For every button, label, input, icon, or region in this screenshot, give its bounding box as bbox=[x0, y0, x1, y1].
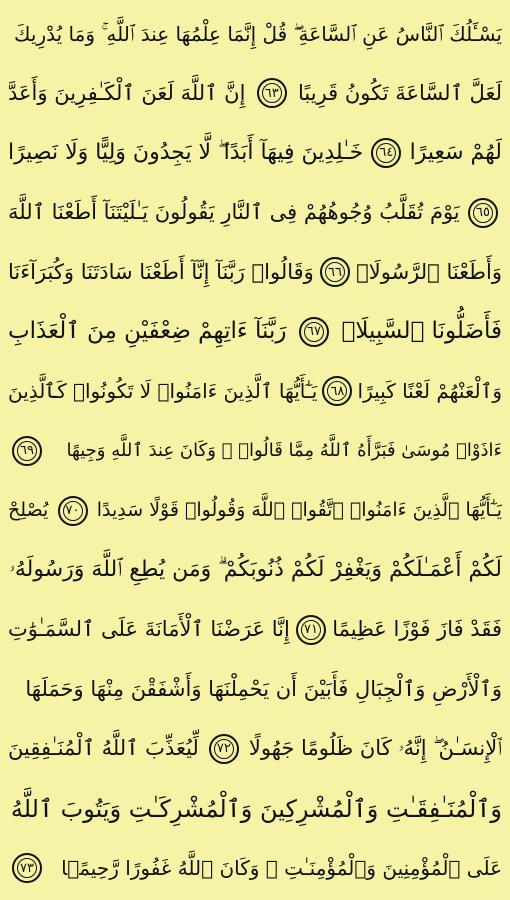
ayah-number-marker: ٧٣ bbox=[12, 853, 42, 883]
verse-text: يَـٰٓأَيُّهَا ٱلَّذِينَ ءَامَنُوا۟ ٱتَّقُوا۟ ٱللَّهَ وَقُولُوا۟ قَوْلًا سَدِيدًا bbox=[96, 499, 502, 522]
ayah-number-marker: ٦٥ bbox=[468, 198, 498, 228]
verse-text: لَهُمْ سَعِيرًا bbox=[409, 139, 502, 165]
verse-line-2 bbox=[8, 64, 502, 124]
verse-line-15 bbox=[8, 838, 502, 898]
verse-text: وَأَطَعْنَا ٱلرَّسُولَا۠ bbox=[356, 259, 502, 284]
verse-text: لَعَلَّ ٱلسَّاعَةَ تَكُونُ قَرِيبًا bbox=[297, 80, 502, 105]
verse-line-1 bbox=[8, 4, 502, 64]
verse-text: يُصْلِحْ bbox=[8, 499, 49, 522]
verse-line-10 bbox=[8, 540, 502, 600]
verse-line-14 bbox=[8, 779, 502, 839]
verse-text: لِّيُعَذِّبَ ٱللَّهُ ٱلْمُنَـٰفِقِينَ bbox=[8, 736, 199, 761]
verse-text: إِنَّ ٱللَّهَ لَعَنَ ٱلْكَـٰفِرِينَ وَأَعَدَّ bbox=[8, 80, 246, 105]
verse-text: وَٱلْمُنَـٰفِقَـٰتِ وَٱلْمُشْرِكِينَ وَٱلْمُشْرِكَـٰتِ وَيَتُوبَ ٱللَّهُ bbox=[10, 794, 502, 823]
verse-text: وَٱلْعَنْهُمْ لَعْنًا كَبِيرًا bbox=[357, 379, 502, 404]
ayah-number-marker: ٦٤ bbox=[371, 138, 401, 168]
verse-line-4 bbox=[8, 183, 502, 243]
verse-text: خَـٰلِدِينَ فِيهَآ أَبَدًا ۖ لَّا يَجِدُونَ وَلِيًّا وَلَا نَصِيرًا bbox=[8, 139, 364, 165]
verse-text: رَبَّنَآ ءَاتِهِمْ ضِعْفَيْنِ مِنَ ٱلْعَذَابِ bbox=[8, 318, 287, 345]
verse-line-8 bbox=[8, 421, 502, 481]
verse-text: ٱلْإِنسَـٰنُ ۖ إِنَّهُۥ كَانَ ظَلُومًا جَهُولًا bbox=[248, 736, 502, 761]
ayah-number-marker: ٦٦ bbox=[320, 257, 350, 287]
verse-text: وَقَالُوا۟ رَبَّنَآ إِنَّآ أَطَعْنَا سَادَتَنَا وَكُبَرَآءَنَا bbox=[8, 259, 314, 284]
verse-text: يَـٰٓأَيُّهَا ٱلَّذِينَ ءَامَنُوا۟ لَا تَكُونُوا۟ كَٱلَّذِينَ bbox=[8, 379, 318, 404]
ayah-number-marker: ٧٢ bbox=[209, 734, 239, 764]
ayah-number-marker: ٦٨ bbox=[322, 376, 352, 406]
verse-line-11 bbox=[8, 600, 502, 660]
ayah-number-marker: ٧١ bbox=[296, 615, 326, 645]
ayah-number-marker: ٧٠ bbox=[58, 496, 88, 526]
verse-text: ءَاذَوْا۟ مُوسَىٰ فَبَرَّأَهُ ٱللَّهُ مِمَّا قَالُوا۟ ۚ وَكَانَ عِندَ ٱللَّهِ وَجِيهًا bbox=[66, 439, 502, 461]
ayah-number-marker: ٦٣ bbox=[257, 78, 287, 108]
ayah-number-marker: ٦٧ bbox=[299, 317, 329, 347]
verse-text: وَٱلْأَرْضِ وَٱلْجِبَالِ فَأَبَيْنَ أَن يَحْمِلْنَهَا وَأَشْفَقْنَ مِنْهَا وَحَمَلَهَا bbox=[25, 676, 502, 701]
verse-text: عَلَى ٱلْمُؤْمِنِينَ وَٱلْمُؤْمِنَـٰتِ ۗ وَكَانَ ٱللَّهُ غَفُورًا رَّحِيمًۢا bbox=[61, 856, 502, 881]
verse-text: فَقَدْ فَازَ فَوْزًا عَظِيمًا bbox=[332, 617, 502, 642]
verse-text: فَأَضَلُّونَا ٱلسَّبِيلَا۠ bbox=[341, 318, 502, 345]
verse-text: إِنَّا عَرَضْنَا ٱلْأَمَانَةَ عَلَى ٱلسَّمَـٰوَٰتِ bbox=[8, 617, 290, 642]
verse-line-9 bbox=[8, 481, 502, 541]
verse-line-5 bbox=[8, 242, 502, 302]
ayah-number-marker: ٦٩ bbox=[12, 436, 42, 466]
verse-line-12 bbox=[8, 660, 502, 720]
verse-line-6 bbox=[8, 302, 502, 362]
verse-line-13 bbox=[8, 719, 502, 779]
verse-text: لَكُمْ أَعْمَـٰلَكُمْ وَيَغْفِرْ لَكُمْ ذُنُوبَكُمْ ۗ وَمَن يُطِعِ ٱللَّهَ وَرَسُولَهُۥ bbox=[9, 557, 502, 583]
verse-line-3 bbox=[8, 123, 502, 183]
verse-text: يَوْمَ تُقَلَّبُ وُجُوهُهُمْ فِى ٱلنَّارِ يَقُولُونَ يَـٰلَيْتَنَآ أَطَعْنَا ٱللَّهَ bbox=[8, 200, 460, 225]
verse-line-7 bbox=[8, 362, 502, 422]
verse-text: يَسْـَٔلُكَ ٱلنَّاسُ عَنِ ٱلسَّاعَةِ ۖ قُلْ إِنَّمَا عِلْمُهَا عِندَ ٱللَّهِ ۚ وَمَا يُدْرِيكَ bbox=[14, 21, 502, 46]
